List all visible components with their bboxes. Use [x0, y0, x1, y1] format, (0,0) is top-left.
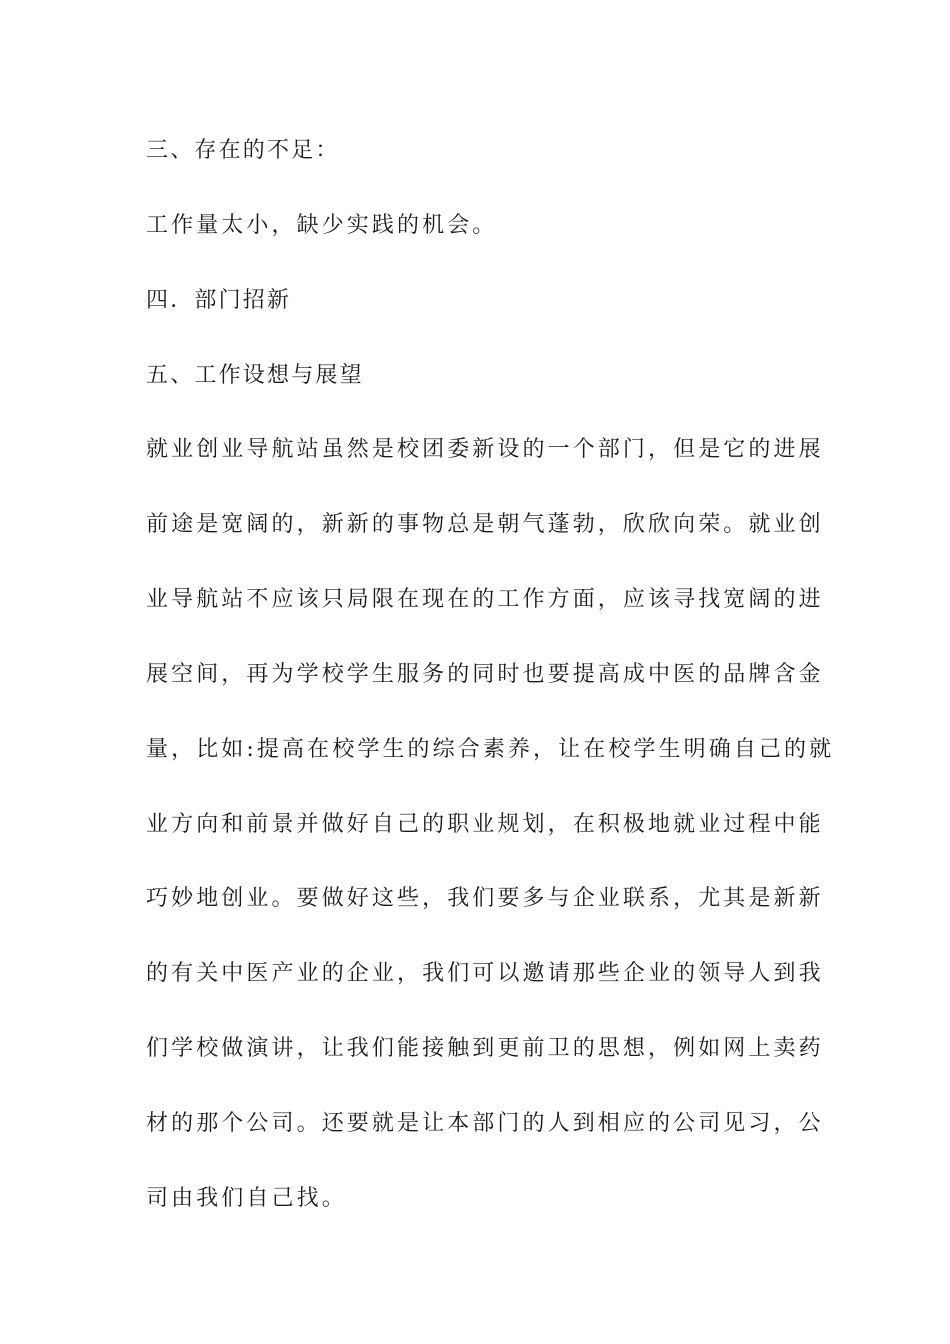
section-heading-shortcomings: 三、存在的不足：	[146, 138, 340, 163]
paragraph-line: 量，比如:提高在校学生的综合素养，让在校学生明确自己的就	[146, 737, 835, 762]
paragraph-line: 前途是宽阔的，新新的事物总是朝气蓬勃，欣欣向荣。就业创	[146, 512, 824, 537]
paragraph-line: 业方向和前景并做好自己的职业规划，在积极地就业过程中能	[146, 812, 824, 837]
section-heading-recruitment: 四．部门招新	[146, 288, 292, 313]
paragraph-line: 的有关中医产业的企业，我们可以邀请那些企业的领导人到我	[146, 961, 824, 986]
paragraph-line: 材的那个公司。还要就是让本部门的人到相应的公司见习，公	[146, 1111, 824, 1136]
paragraph-line: 司由我们自己找。	[146, 1186, 347, 1211]
paragraph-line: 们学校做演讲，让我们能接触到更前卫的思想，例如网上卖药	[146, 1036, 824, 1061]
section-text-shortcomings: 工作量太小，缺少实践的机会。	[146, 213, 498, 238]
paragraph-line: 展空间，再为学校学生服务的同时也要提高成中医的品牌含金	[146, 662, 824, 687]
paragraph-line: 就业创业导航站虽然是校团委新设的一个部门，但是它的进展	[146, 437, 824, 462]
paragraph-line: 巧妙地创业。要做好这些，我们要多与企业联系，尤其是新新	[146, 886, 824, 911]
section-heading-outlook: 五、工作设想与展望	[146, 363, 364, 388]
paragraph-line: 业导航站不应该只局限在现在的工作方面，应该寻找宽阔的进	[146, 587, 824, 612]
